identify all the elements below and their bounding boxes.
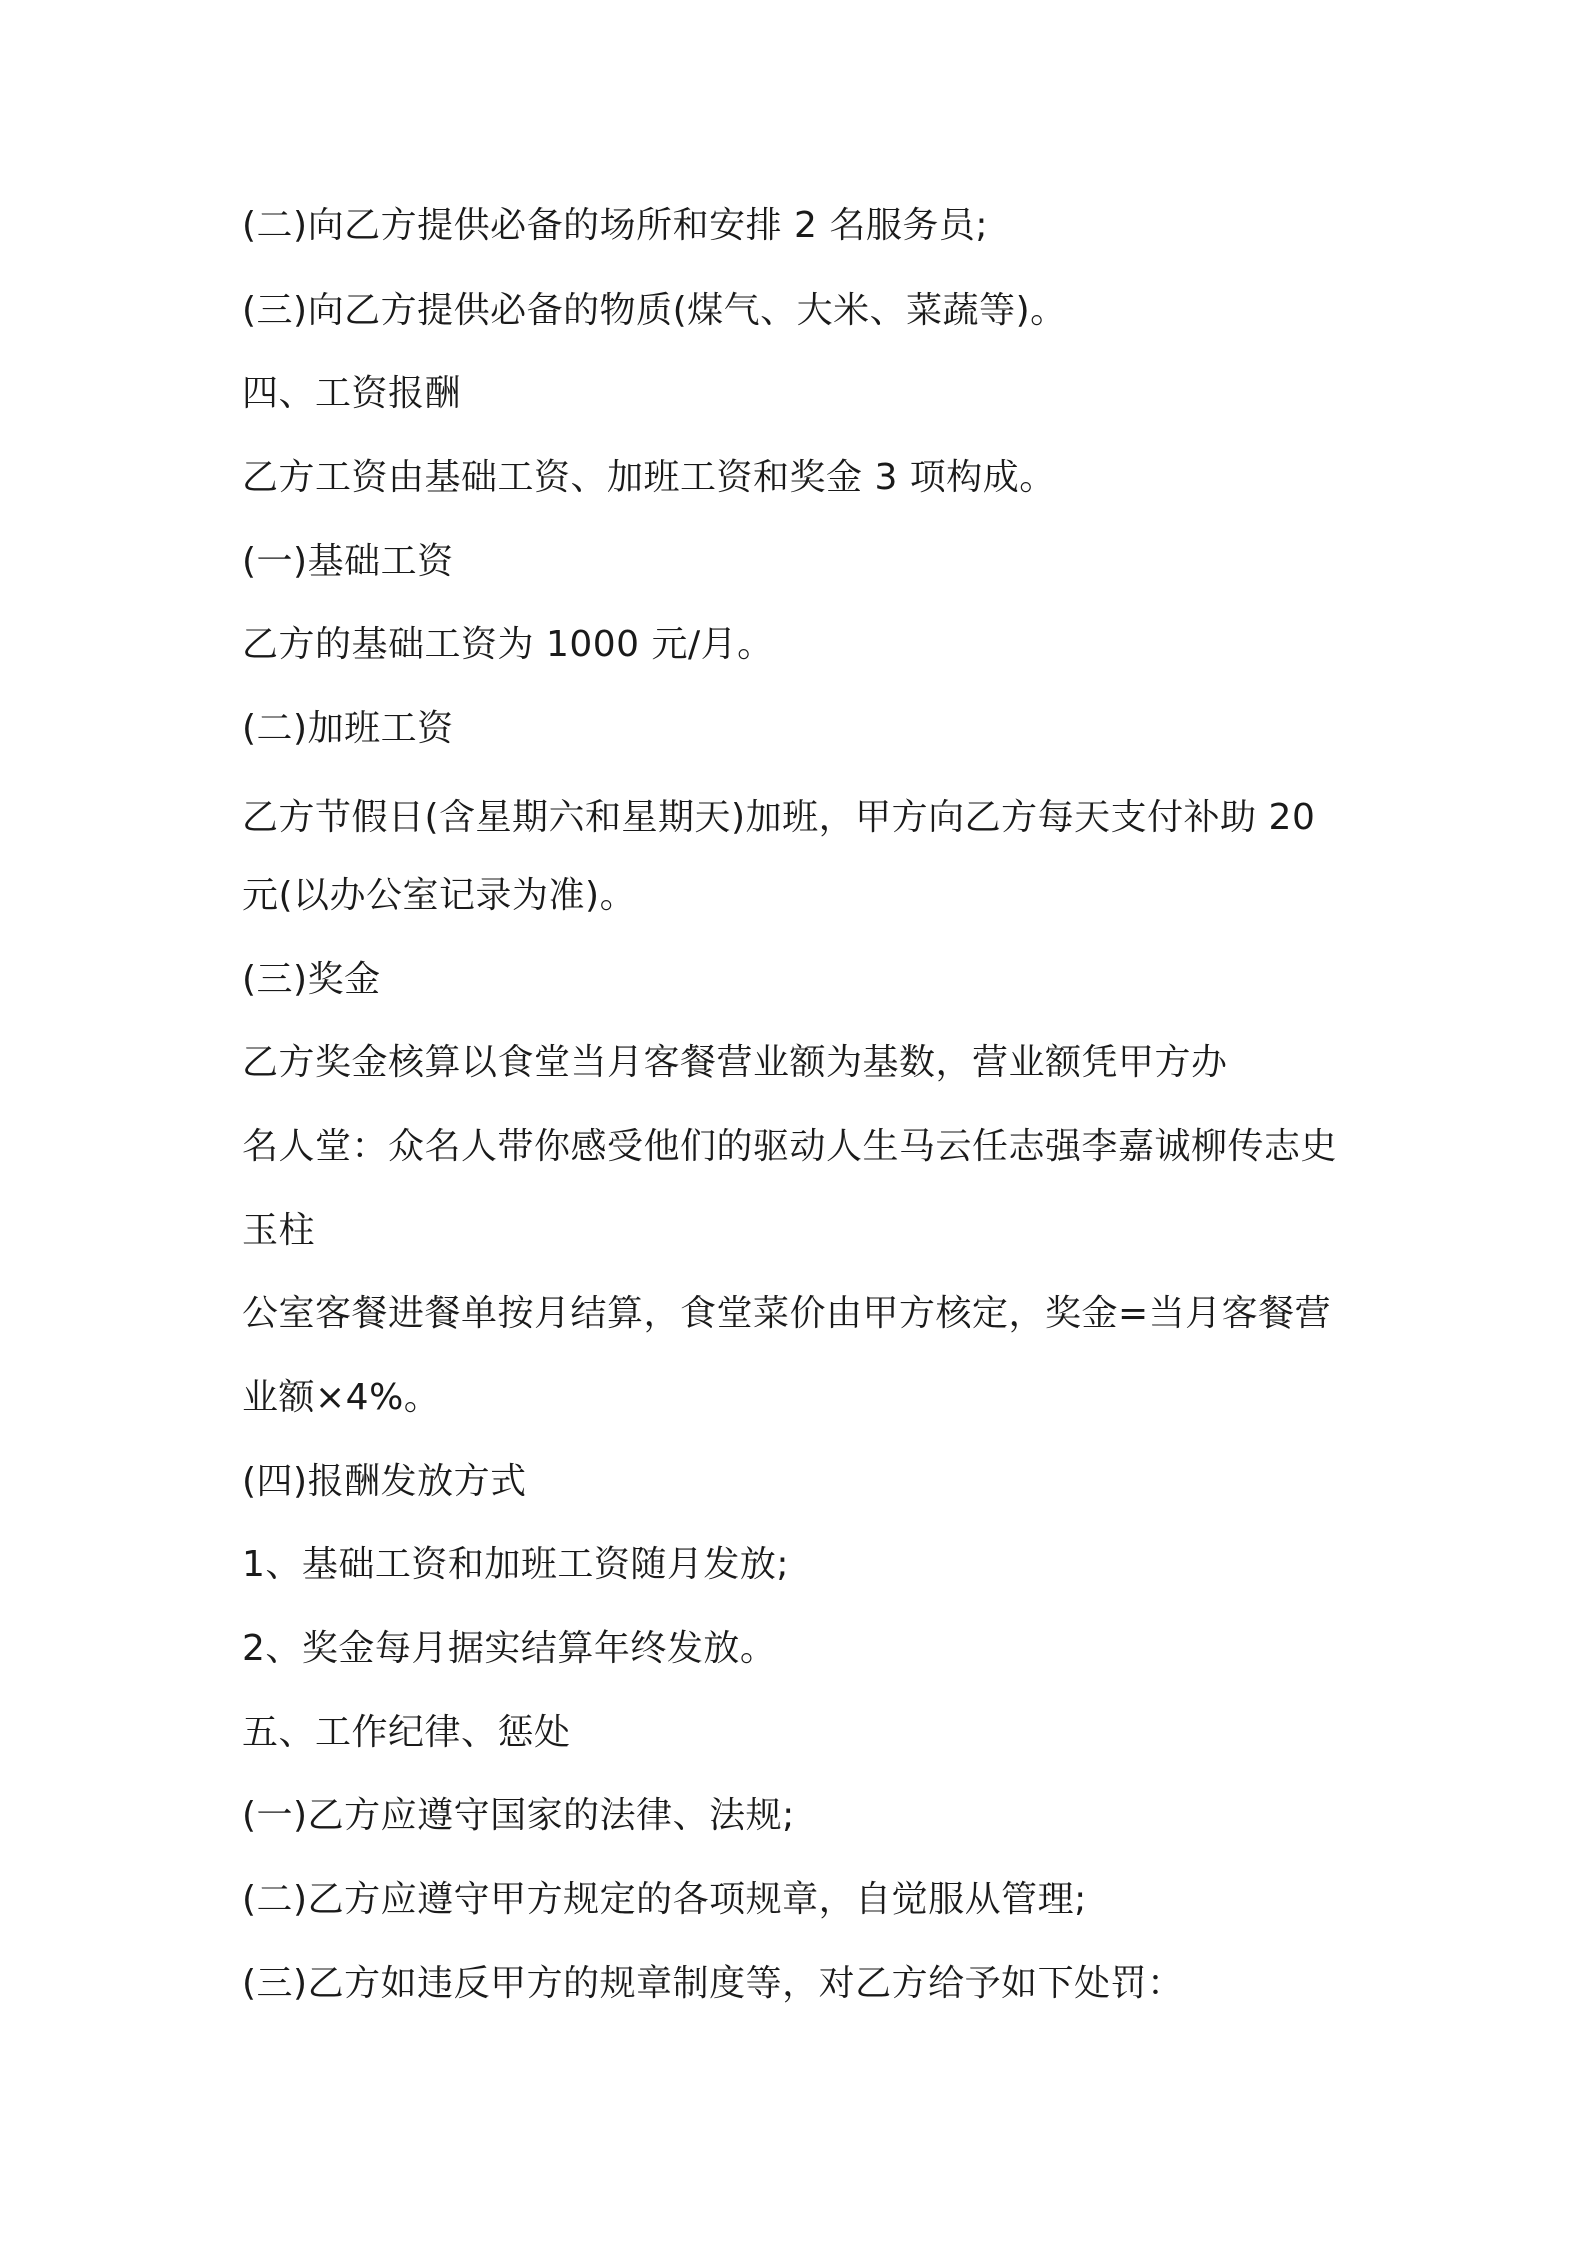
bonus-text-line-3: 业额×4%。	[242, 1377, 441, 1418]
bonus-text-line-2: 公室客餐进餐单按月结算，食堂菜价由甲方核定，奖金=当月客餐营	[242, 1293, 1332, 1334]
clause-2-3: (三)向乙方提供必备的物质(煤气、大米、菜蔬等)。	[242, 290, 1067, 331]
overtime-text-line-1: 乙方节假日(含星期六和星期天)加班，甲方向乙方每天支付补助 20	[242, 797, 1316, 838]
section-4-heading: 四、工资报酬	[242, 373, 462, 414]
overtime-text-line-2: 元(以办公室记录为准)。	[242, 875, 637, 916]
section-5-heading: 五、工作纪律、惩处	[242, 1712, 571, 1753]
discipline-2: (二)乙方应遵守甲方规定的各项规章，自觉服从管理;	[242, 1879, 1087, 1920]
base-wage-text: 乙方的基础工资为 1000 元/月。	[242, 624, 774, 665]
discipline-1: (一)乙方应遵守国家的法律、法规;	[242, 1795, 795, 1836]
subsection-bonus: (三)奖金	[242, 959, 381, 1000]
subsection-overtime: (二)加班工资	[242, 708, 454, 749]
wage-composition: 乙方工资由基础工资、加班工资和奖金 3 项构成。	[242, 457, 1056, 498]
discipline-3: (三)乙方如违反甲方的规章制度等，对乙方给予如下处罚：	[242, 1963, 1184, 2004]
inserted-ad-line-2: 玉柱	[242, 1210, 316, 1251]
payment-item-1: 1、基础工资和加班工资随月发放;	[242, 1544, 790, 1585]
bonus-text-line-1: 乙方奖金核算以食堂当月客餐营业额为基数，营业额凭甲方办	[242, 1042, 1228, 1083]
payment-item-2: 2、奖金每月据实结算年终发放。	[242, 1628, 777, 1669]
clause-2-2: (二)向乙方提供必备的场所和安排 2 名服务员;	[242, 205, 989, 246]
inserted-ad-line-1: 名人堂：众名人带你感受他们的驱动人生马云任志强李嘉诚柳传志史	[242, 1126, 1338, 1167]
subsection-payment-method: (四)报酬发放方式	[242, 1461, 527, 1502]
subsection-base-wage: (一)基础工资	[242, 541, 454, 582]
